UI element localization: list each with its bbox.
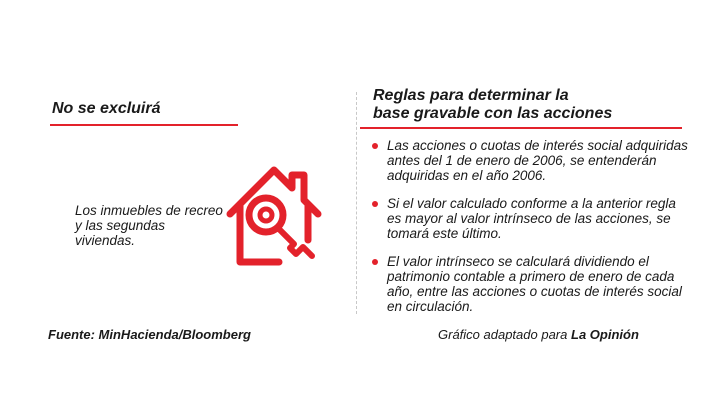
rule-text: Si el valor calculado conforme a la anterior regla es mayor al valor intrínseco de las acciones, se tomará este último. [387,196,676,241]
left-title-underline [50,124,238,126]
left-title: No se excluirá [52,100,161,117]
right-title-line-2: base gravable con las acciones [373,105,613,122]
rule-text: Las acciones o cuotas de interés social adquiridas antes del 1 de enero de 2006, se entenderán adquiridas en el año 2006. [387,138,688,183]
left-text: Los inmuebles de recreo y las segundas viviendas. [75,203,223,248]
rule-item [371,254,691,314]
bullet-dot [372,201,378,207]
rule-item [371,138,691,183]
bullet-dot [372,259,378,265]
right-title-line-1: Reglas para determinar la [373,87,569,104]
source-note: Fuente: MinHacienda/Bloomberg [48,327,251,342]
house-key-icon [224,160,324,270]
rule-text: El valor intrínseco se calculará dividiendo el patrimonio contable a primero de enero de cada año, entre las acciones o cuotas de interés social en circulación. [387,254,682,314]
credit-prefix: Gráfico adaptado para [438,327,568,342]
rule-item [371,196,691,241]
column-divider [356,92,357,314]
right-title-underline [360,127,682,129]
credit-brand: La Opinión [571,327,639,342]
credit-note [438,327,639,342]
right-title [373,87,612,123]
bullet-dot [372,143,378,149]
rules-list [371,138,691,327]
